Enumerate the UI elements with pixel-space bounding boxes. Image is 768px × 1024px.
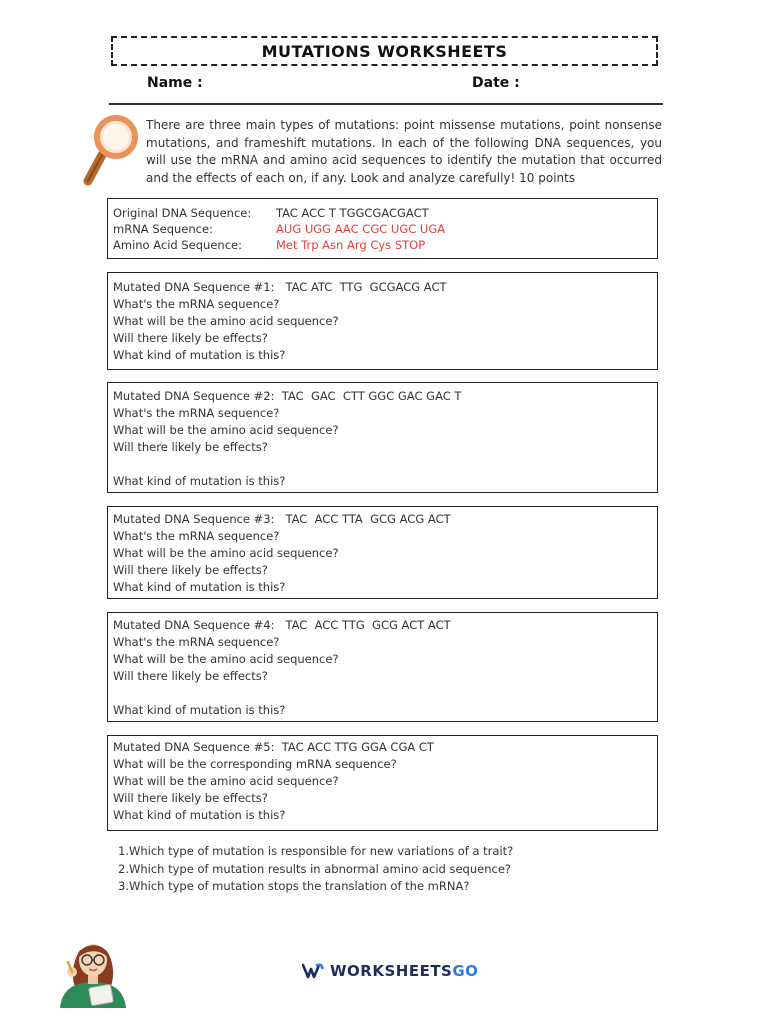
original-dna-value: TAC ACC T TGGCGACGACT <box>276 206 429 220</box>
question-mutation-type: What kind of mutation is this? <box>113 348 286 362</box>
mutation-heading: Mutated DNA Sequence #5: TAC ACC TTG GGA CGA CT <box>113 740 434 754</box>
question-amino-acid: What will be the amino acid sequence? <box>113 423 339 437</box>
question-amino-acid: What will be the amino acid sequence? <box>113 546 339 560</box>
question-mrna: What's the mRNA sequence? <box>113 529 280 543</box>
original-dna-row <box>113 205 657 221</box>
header-divider <box>109 103 663 105</box>
mutation-heading: Mutated DNA Sequence #4: TAC ACC TTG GCG ACT ACT <box>113 618 451 632</box>
original-sequence-box <box>107 198 658 259</box>
question-effects: Will there likely be effects? <box>113 791 268 805</box>
question-mutation-type: What kind of mutation is this? <box>113 474 286 488</box>
question-mrna: What will be the corresponding mRNA sequence? <box>113 757 397 771</box>
mutation-1-box <box>107 272 658 370</box>
final-question: 2.Which type of mutation results in abnormal amino acid sequence? <box>118 861 511 876</box>
mrna-label: mRNA Sequence: <box>113 222 213 236</box>
original-dna-label: Original DNA Sequence: <box>113 206 252 220</box>
mutation-4-box <box>107 612 658 722</box>
logo-text-accent: GO <box>452 962 479 980</box>
final-question: 1.Which type of mutation is responsible for new variations of a trait? <box>118 844 514 858</box>
question-amino-acid: What will be the amino acid sequence? <box>113 314 339 328</box>
name-label: Name : <box>147 75 203 91</box>
logo-text <box>330 962 478 980</box>
question-mrna: What's the mRNA sequence? <box>113 406 280 420</box>
question-amino-acid: What will be the amino acid sequence? <box>113 652 339 666</box>
question-effects: Will there likely be effects? <box>113 331 268 345</box>
worksheetsgo-logo <box>302 962 478 980</box>
question-mutation-type: What kind of mutation is this? <box>113 580 286 594</box>
mrna-value: AUG UGG AAC CGC UGC UGA <box>276 222 446 236</box>
final-questions-list <box>118 843 513 896</box>
question-mutation-type: What kind of mutation is this? <box>113 703 286 717</box>
mutation-5-box <box>107 735 658 831</box>
mutation-heading: Mutated DNA Sequence #2: TAC GAC CTT GGC GAC GAC T <box>113 389 462 403</box>
amino-acid-label: Amino Acid Sequence: <box>113 238 242 252</box>
amino-acid-row <box>113 237 657 253</box>
question-mutation-type: What kind of mutation is this? <box>113 808 286 822</box>
question-effects: Will there likely be effects? <box>113 669 268 683</box>
student-illustration <box>50 922 136 1008</box>
final-question: 3.Which type of mutation stops the translation of the mRNA? <box>118 879 470 893</box>
instructions-paragraph: There are three main types of mutations: point missense mutations, point nonsense mutations, and frameshift mutations. In each of the following DNA sequences, you will use the mRNA and amino acid sequences to identify the mutation that occurred and the effects of each on, if any. Look and analyze carefully! 10 points <box>146 118 662 185</box>
mutation-3-box <box>107 506 658 599</box>
answer-space <box>113 685 657 702</box>
magnifying-glass-icon <box>80 113 142 189</box>
date-label: Date : <box>472 75 520 91</box>
question-effects: Will there likely be effects? <box>113 440 268 454</box>
mrna-row <box>113 221 657 237</box>
worksheet-title: MUTATIONS WORKSHEETS <box>261 41 508 61</box>
logo-text-main: WORKSHEETS <box>330 962 453 980</box>
title-box <box>111 36 658 66</box>
amino-acid-value: Met Trp Asn Arg Cys STOP <box>276 238 426 252</box>
mutation-heading: Mutated DNA Sequence #1: TAC ATC TTG GCGACG ACT <box>113 280 447 294</box>
mutation-heading: Mutated DNA Sequence #3: TAC ACC TTA GCG ACG ACT <box>113 512 451 526</box>
question-mrna: What's the mRNA sequence? <box>113 635 280 649</box>
question-amino-acid: What will be the amino acid sequence? <box>113 774 339 788</box>
answer-space <box>113 456 657 473</box>
mutation-2-box <box>107 382 658 493</box>
question-effects: Will there likely be effects? <box>113 563 268 577</box>
worksheetsgo-logo-icon <box>302 963 324 979</box>
question-mrna: What's the mRNA sequence? <box>113 297 280 311</box>
